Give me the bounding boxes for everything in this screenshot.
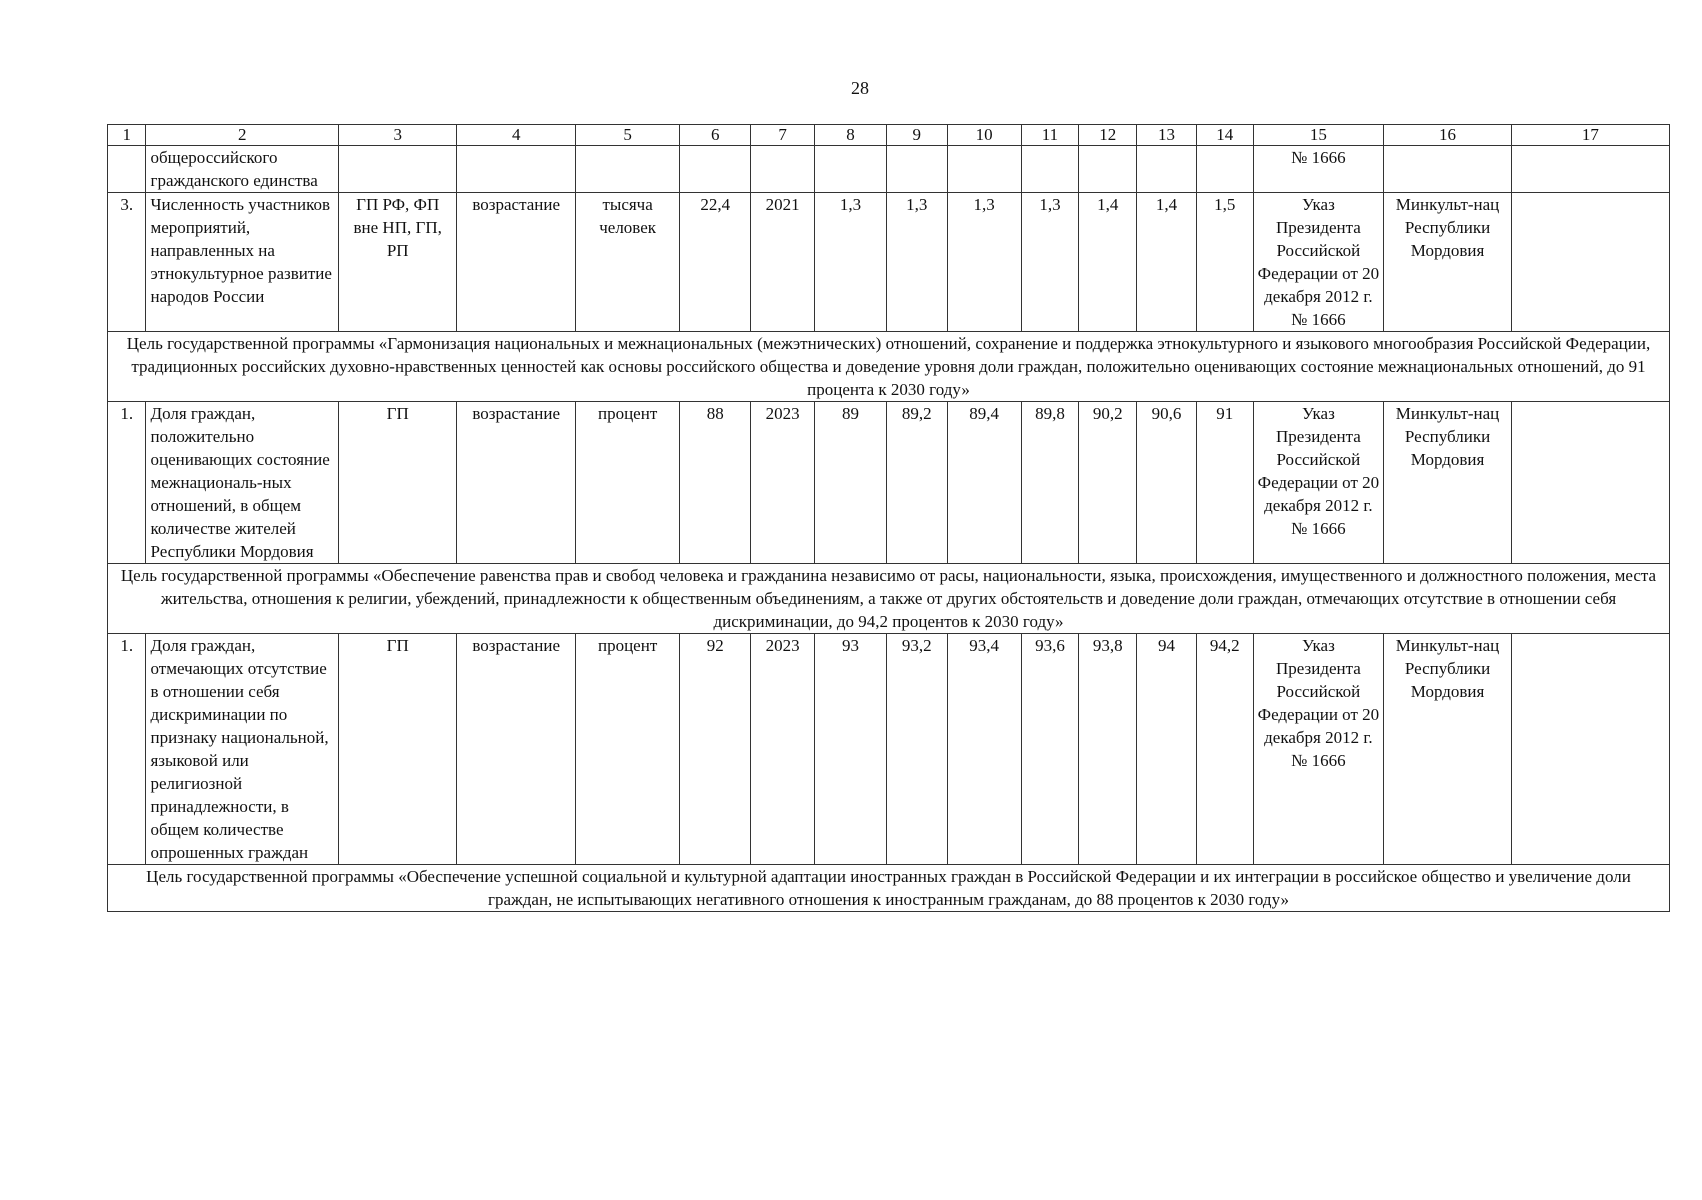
header-cell: 17 bbox=[1511, 125, 1669, 146]
indicator-name: Доля граждан, отмечающих отсутствие в отношении себя дискриминации по признаку национальной, языковой или религиозной принадлежности, в общем количестве опрошенных граждан bbox=[146, 634, 338, 865]
target-value: 90,2 bbox=[1079, 402, 1137, 564]
goal-row bbox=[108, 564, 1670, 634]
header-cell: 10 bbox=[947, 125, 1021, 146]
source-document: Указ Президента Российской Федерации от 20 декабря 2012 г. № 1666 bbox=[1253, 634, 1384, 865]
target-value: 94,2 bbox=[1196, 634, 1253, 865]
indicator-name: Численность участников мероприятий, направленных на этнокультурное развитие народов России bbox=[146, 193, 338, 332]
header-cell: 5 bbox=[575, 125, 679, 146]
target-value: 93,6 bbox=[1021, 634, 1079, 865]
table-row bbox=[108, 634, 1670, 865]
table-row bbox=[108, 402, 1670, 564]
indicator-trend: возрастание bbox=[457, 402, 576, 564]
indicator-level: ГП РФ, ФП вне НП, ГП, РП bbox=[338, 193, 457, 332]
responsible-body: Минкульт-нац Республики Мордовия bbox=[1384, 402, 1512, 564]
target-value: 94 bbox=[1137, 634, 1197, 865]
program-goal: Цель государственной программы «Обеспечение равенства прав и свобод человека и гражданина независимо от расы, национальности, языка, происхождения, имущественного и должностного положения, места жительства, отношения к религии, убеждений, принадлежности к общественным объединениям, а также от других обстоятельств и доведение доли граждан, отмечающих отсутствие в отношении себя дискриминации, до 94,2 процентов к 2030 году» bbox=[108, 564, 1670, 634]
table-row bbox=[108, 193, 1670, 332]
header-cell: 6 bbox=[680, 125, 751, 146]
header-cell: 14 bbox=[1196, 125, 1253, 146]
indicator-level: ГП bbox=[338, 634, 457, 865]
source-document: Указ Президента Российской Федерации от 20 декабря 2012 г. № 1666 bbox=[1253, 402, 1384, 564]
source-document: Указ Президента Российской Федерации от 20 декабря 2012 г. № 1666 bbox=[1253, 193, 1384, 332]
target-value: 93,4 bbox=[947, 634, 1021, 865]
header-cell: 3 bbox=[338, 125, 457, 146]
target-value: 90,6 bbox=[1137, 402, 1197, 564]
goal-row bbox=[108, 332, 1670, 402]
row-number: 1. bbox=[108, 402, 146, 564]
responsible-body: Минкульт-нац Республики Мордовия bbox=[1384, 634, 1512, 865]
header-cell: 15 bbox=[1253, 125, 1384, 146]
target-value: 1,3 bbox=[815, 193, 887, 332]
target-value: 1,5 bbox=[1196, 193, 1253, 332]
header-cell: 7 bbox=[751, 125, 815, 146]
unit: процент bbox=[575, 402, 679, 564]
target-value: 1,4 bbox=[1079, 193, 1137, 332]
continuation-row bbox=[108, 146, 1670, 193]
extra-cell bbox=[1511, 193, 1669, 332]
base-value: 88 bbox=[680, 402, 751, 564]
program-goal: Цель государственной программы «Обеспечение успешной социальной и культурной адаптации иностранных граждан в Российской Федерации и их интеграции в российское общество и увеличение доли граждан, не испытывающих негативного отношения к иностранным гражданам, до 88 процентов к 2030 году» bbox=[108, 865, 1670, 912]
target-value: 89,4 bbox=[947, 402, 1021, 564]
target-value: 93 bbox=[815, 634, 887, 865]
target-value: 91 bbox=[1196, 402, 1253, 564]
unit: процент bbox=[575, 634, 679, 865]
indicator-trend: возрастание bbox=[457, 634, 576, 865]
header-cell: 13 bbox=[1137, 125, 1197, 146]
header-cell: 12 bbox=[1079, 125, 1137, 146]
target-value: 1,3 bbox=[947, 193, 1021, 332]
header-cell: 11 bbox=[1021, 125, 1079, 146]
program-goal: Цель государственной программы «Гармонизация национальных и межнациональных (межэтнических) отношений, сохранение и поддержка этнокультурного и языкового многообразия Российской Федерации, традиционных российских духовно-нравственных ценностей как основы российского общества и доведение уровня доли граждан, положительно оценивающих состояние межнациональных отношений, до 91 процента к 2030 году» bbox=[108, 332, 1670, 402]
header-cell: 4 bbox=[457, 125, 576, 146]
header-cell: 9 bbox=[886, 125, 947, 146]
target-value: 1,4 bbox=[1137, 193, 1197, 332]
target-value: 93,8 bbox=[1079, 634, 1137, 865]
goal-row bbox=[108, 865, 1670, 912]
indicators-table bbox=[107, 124, 1670, 912]
responsible-body: Минкульт-нац Республики Мордовия bbox=[1384, 193, 1512, 332]
page-number: 28 bbox=[851, 78, 869, 98]
extra-cell bbox=[1511, 402, 1669, 564]
base-year: 2021 bbox=[751, 193, 815, 332]
indicator-name: общероссийского гражданского единства bbox=[146, 146, 338, 193]
header-row bbox=[108, 125, 1670, 146]
indicator-name: Доля граждан, положительно оценивающих состояние межнациональ-ных отношений, в общем количестве жителей Республики Мордовия bbox=[146, 402, 338, 564]
header-cell: 16 bbox=[1384, 125, 1512, 146]
target-value: 89 bbox=[815, 402, 887, 564]
row-number: 3. bbox=[108, 193, 146, 332]
header-cell: 8 bbox=[815, 125, 887, 146]
base-year: 2023 bbox=[751, 402, 815, 564]
base-value: 92 bbox=[680, 634, 751, 865]
source-document: № 1666 bbox=[1253, 146, 1384, 193]
target-value: 89,8 bbox=[1021, 402, 1079, 564]
row-number: 1. bbox=[108, 634, 146, 865]
base-year: 2023 bbox=[751, 634, 815, 865]
header-cell: 1 bbox=[108, 125, 146, 146]
extra-cell bbox=[1511, 634, 1669, 865]
header-cell: 2 bbox=[146, 125, 338, 146]
target-value: 93,2 bbox=[886, 634, 947, 865]
target-value: 1,3 bbox=[886, 193, 947, 332]
base-value: 22,4 bbox=[680, 193, 751, 332]
indicator-trend: возрастание bbox=[457, 193, 576, 332]
unit: тысяча человек bbox=[575, 193, 679, 332]
indicator-level: ГП bbox=[338, 402, 457, 564]
target-value: 1,3 bbox=[1021, 193, 1079, 332]
target-value: 89,2 bbox=[886, 402, 947, 564]
